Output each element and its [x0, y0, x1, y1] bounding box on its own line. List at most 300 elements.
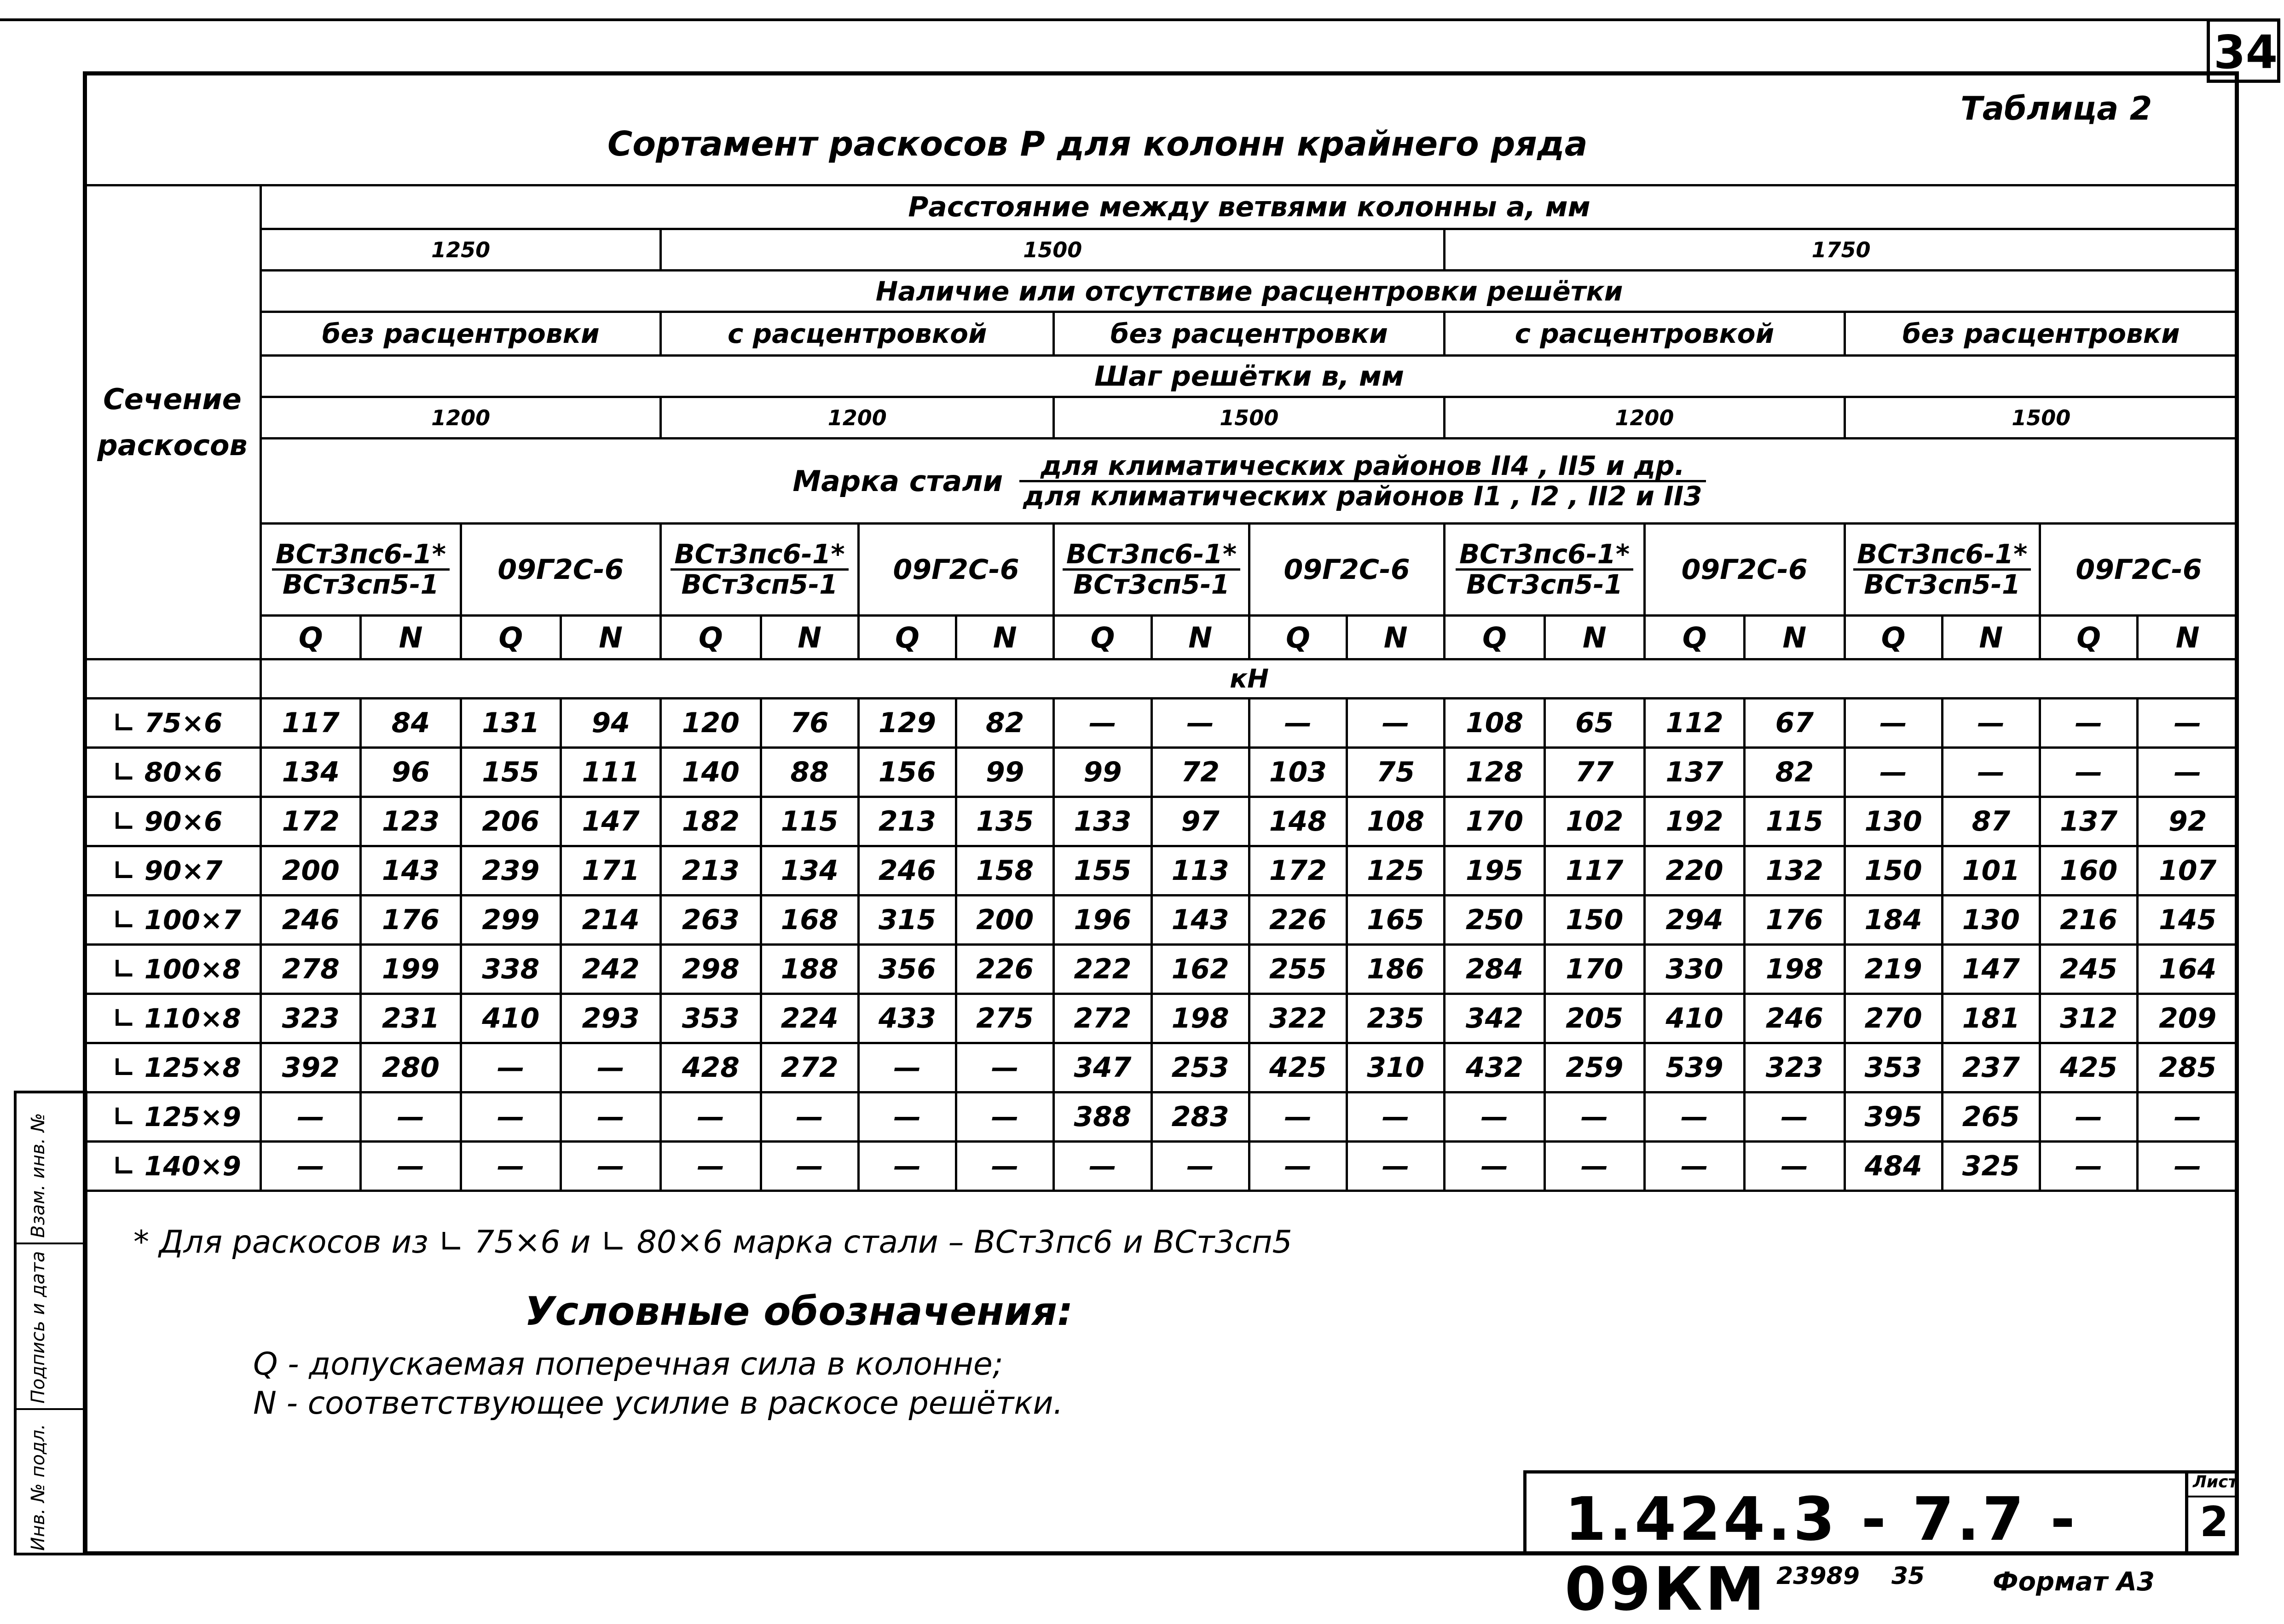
side-label-podpis: Подпись и дата — [28, 1251, 49, 1404]
q-value-cell: — — [1845, 699, 1942, 748]
q-value-cell: — — [461, 1043, 561, 1092]
n-value-cell: — — [1347, 1092, 1445, 1142]
n-value-cell: 259 — [1544, 1043, 1644, 1092]
q-value-cell: 137 — [2040, 797, 2138, 846]
n-value-cell: 325 — [1942, 1142, 2040, 1191]
n-value-cell: — — [361, 1092, 461, 1142]
n-value-cell: 134 — [761, 846, 858, 896]
legend-q: Q - допускаемая поперечная сила в колонне; — [253, 1346, 1003, 1382]
n-value-cell: — — [561, 1043, 660, 1092]
n-value-cell: 164 — [2138, 945, 2238, 994]
steel-grade-top: ВСт3пс6-1* — [272, 540, 450, 571]
steel-grade-bottom: ВСт3сп5-1 — [282, 569, 439, 600]
q-value-cell: 148 — [1249, 797, 1347, 846]
q-label: Q — [661, 616, 761, 659]
sheet-value: 2 — [2200, 1498, 2229, 1546]
q-value-cell: 160 — [2040, 846, 2138, 896]
table-row — [84, 994, 2238, 1043]
footnote: * Для раскосов из ∟ 75×6 и ∟ 80×6 марка стали – ВСт3пс6 и ВСт3сп5 — [133, 1224, 1292, 1260]
n-value-cell: 77 — [1544, 748, 1644, 797]
q-value-cell: — — [1054, 699, 1151, 748]
q-value-cell: 425 — [1249, 1043, 1347, 1092]
q-value-cell: 140 — [661, 748, 761, 797]
q-value-cell: 200 — [261, 846, 361, 896]
q-value-cell: 278 — [261, 945, 361, 994]
q-value-cell: — — [858, 1043, 956, 1092]
q-value-cell: — — [461, 1092, 561, 1142]
steel-header-top: для климатических районов II4 , II5 и др. — [1019, 452, 1706, 482]
q-value-cell: 150 — [1845, 846, 1942, 896]
data-body — [84, 699, 2238, 1191]
q-value-cell: 170 — [1445, 797, 1544, 846]
steel-grade-top: ВСт3пс6-1* — [1063, 540, 1240, 571]
n-label: N — [1942, 616, 2040, 659]
n-label: N — [1745, 616, 1845, 659]
n-label: N — [2138, 616, 2238, 659]
n-value-cell: 130 — [1942, 896, 2040, 945]
n-value-cell: 72 — [1151, 748, 1249, 797]
q-value-cell: 395 — [1845, 1092, 1942, 1142]
q-value-cell: 137 — [1644, 748, 1744, 797]
steel-grade-8: 09Г2С-6 — [1644, 524, 1845, 616]
q-value-cell: 128 — [1445, 748, 1544, 797]
q-value-cell: 433 — [858, 994, 956, 1043]
q-value-cell: 184 — [1845, 896, 1942, 945]
steel-grade-4: 09Г2С-6 — [858, 524, 1054, 616]
n-label: N — [361, 616, 461, 659]
n-value-cell: — — [1942, 699, 2040, 748]
n-value-cell: 310 — [1347, 1043, 1445, 1092]
steel-header — [261, 439, 2238, 524]
n-value-cell: 87 — [1942, 797, 2040, 846]
q-value-cell: 219 — [1845, 945, 1942, 994]
n-value-cell: 117 — [1544, 846, 1644, 896]
q-value-cell: 99 — [1054, 748, 1151, 797]
q-label: Q — [1644, 616, 1744, 659]
assortment-table — [83, 184, 2239, 1192]
steel-grade-fraction — [1853, 540, 2031, 599]
q-value-cell: 410 — [461, 994, 561, 1043]
q-label: Q — [261, 616, 361, 659]
q-value-cell: 131 — [461, 699, 561, 748]
n-value-cell: 101 — [1942, 846, 2040, 896]
n-value-cell: 275 — [956, 994, 1054, 1043]
q-value-cell: 182 — [661, 797, 761, 846]
n-value-cell: — — [561, 1092, 660, 1142]
n-value-cell: 115 — [1745, 797, 1845, 846]
q-value-cell: — — [858, 1142, 956, 1191]
n-value-cell: 97 — [1151, 797, 1249, 846]
n-value-cell: 125 — [1347, 846, 1445, 896]
n-value-cell: 147 — [561, 797, 660, 846]
q-value-cell: 120 — [661, 699, 761, 748]
n-value-cell: 226 — [956, 945, 1054, 994]
n-label: N — [761, 616, 858, 659]
distance-1500: 1500 — [661, 229, 1445, 271]
n-value-cell: — — [956, 1092, 1054, 1142]
bottom-number-1: 23989 — [1776, 1562, 1860, 1590]
n-value-cell: 94 — [561, 699, 660, 748]
q-value-cell: 220 — [1644, 846, 1744, 896]
n-value-cell: — — [761, 1092, 858, 1142]
n-value-cell: — — [1544, 1092, 1644, 1142]
n-value-cell: — — [761, 1142, 858, 1191]
q-value-cell: 353 — [1845, 1043, 1942, 1092]
n-value-cell: — — [361, 1142, 461, 1191]
n-value-cell: 198 — [1745, 945, 1845, 994]
n-value-cell: — — [1151, 699, 1249, 748]
n-value-cell: 150 — [1544, 896, 1644, 945]
q-value-cell: — — [2040, 748, 2138, 797]
n-value-cell: 107 — [2138, 846, 2238, 896]
section-label: ∟ 140×9 — [84, 1142, 261, 1191]
q-value-cell: 410 — [1644, 994, 1744, 1043]
n-value-cell: 224 — [761, 994, 858, 1043]
steel-header-fraction — [1019, 452, 1706, 510]
step-header: Шаг решётки в, мм — [261, 356, 2238, 397]
table-title: Сортамент раскосов Р для колонн крайнего ряда — [607, 124, 1588, 164]
section-label: ∟ 100×8 — [84, 945, 261, 994]
n-value-cell: — — [1347, 1142, 1445, 1191]
q-value-cell: 172 — [261, 797, 361, 846]
q-value-cell: 108 — [1445, 699, 1544, 748]
steel-grade-bottom: ВСт3сп5-1 — [1864, 569, 2021, 600]
steel-grade-2: 09Г2С-6 — [461, 524, 661, 616]
table-row — [84, 896, 2238, 945]
steel-grade-9 — [1845, 524, 2040, 616]
q-value-cell: 539 — [1644, 1043, 1744, 1092]
n-value-cell: 82 — [956, 699, 1054, 748]
n-value-cell: 162 — [1151, 945, 1249, 994]
n-value-cell: 76 — [761, 699, 858, 748]
section-label: ∟ 110×8 — [84, 994, 261, 1043]
n-value-cell: 235 — [1347, 994, 1445, 1043]
n-value-cell: 84 — [361, 699, 461, 748]
step-4: 1200 — [1445, 397, 1845, 439]
sheet-box-divider — [2185, 1496, 2239, 1497]
step-3: 1500 — [1054, 397, 1445, 439]
eccentricity-1: без расцентровки — [261, 312, 661, 356]
steel-grade-10: 09Г2С-6 — [2040, 524, 2238, 616]
qn-label-row — [84, 616, 2238, 659]
steel-grade-5 — [1054, 524, 1249, 616]
q-value-cell: 323 — [261, 994, 361, 1043]
q-value-cell: — — [1054, 1142, 1151, 1191]
steel-grade-row — [84, 524, 2238, 616]
n-value-cell: 272 — [761, 1043, 858, 1092]
q-value-cell: 425 — [2040, 1043, 2138, 1092]
n-label: N — [1151, 616, 1249, 659]
q-value-cell: 196 — [1054, 896, 1151, 945]
q-value-cell: 246 — [858, 846, 956, 896]
n-value-cell: 214 — [561, 896, 660, 945]
n-value-cell: 205 — [1544, 994, 1644, 1043]
n-label: N — [1544, 616, 1644, 659]
eccentricity-5: без расцентровки — [1845, 312, 2238, 356]
n-value-cell: — — [1544, 1142, 1644, 1191]
n-value-cell: 181 — [1942, 994, 2040, 1043]
q-value-cell: 299 — [461, 896, 561, 945]
top-border-line — [0, 18, 2209, 21]
n-value-cell: 285 — [2138, 1043, 2238, 1092]
q-value-cell: 133 — [1054, 797, 1151, 846]
section-label: ∟ 90×6 — [84, 797, 261, 846]
steel-grade-bottom: ВСт3сп5-1 — [1073, 569, 1230, 600]
n-value-cell: 293 — [561, 994, 660, 1043]
q-value-cell: 330 — [1644, 945, 1744, 994]
q-label: Q — [461, 616, 561, 659]
q-value-cell: — — [858, 1092, 956, 1142]
eccentricity-2: с расцентровкой — [661, 312, 1054, 356]
steel-grade-1 — [261, 524, 461, 616]
q-value-cell: 226 — [1249, 896, 1347, 945]
q-value-cell: — — [1644, 1142, 1744, 1191]
q-value-cell: — — [1445, 1092, 1544, 1142]
q-value-cell: — — [2040, 1092, 2138, 1142]
step-2: 1200 — [661, 397, 1054, 439]
q-value-cell: 129 — [858, 699, 956, 748]
n-value-cell: 158 — [956, 846, 1054, 896]
n-value-cell: 96 — [361, 748, 461, 797]
n-value-cell: 108 — [1347, 797, 1445, 846]
n-value-cell: 143 — [361, 846, 461, 896]
n-label: N — [1347, 616, 1445, 659]
q-value-cell: 245 — [2040, 945, 2138, 994]
q-label: Q — [1249, 616, 1347, 659]
q-value-cell: 156 — [858, 748, 956, 797]
q-value-cell: 195 — [1445, 846, 1544, 896]
table-row — [84, 748, 2238, 797]
n-value-cell: — — [561, 1142, 660, 1191]
steel-grade-top: ВСт3пс6-1* — [1853, 540, 2031, 571]
q-value-cell: — — [1249, 1142, 1347, 1191]
q-value-cell: 255 — [1249, 945, 1347, 994]
q-value-cell: 272 — [1054, 994, 1151, 1043]
n-value-cell: 168 — [761, 896, 858, 945]
n-value-cell: — — [1745, 1092, 1845, 1142]
row-header-line1: Сечение — [103, 382, 242, 416]
n-value-cell: 200 — [956, 896, 1054, 945]
n-value-cell: 143 — [1151, 896, 1249, 945]
row-header-cell — [84, 185, 261, 659]
n-value-cell: 135 — [956, 797, 1054, 846]
n-value-cell: 186 — [1347, 945, 1445, 994]
steel-grade-bottom: ВСт3сп5-1 — [681, 569, 838, 600]
q-value-cell: 213 — [661, 846, 761, 896]
n-value-cell: 237 — [1942, 1043, 2040, 1092]
q-value-cell: 294 — [1644, 896, 1744, 945]
n-value-cell: — — [1942, 748, 2040, 797]
n-value-cell: 147 — [1942, 945, 2040, 994]
q-value-cell: — — [1845, 748, 1942, 797]
q-value-cell: 172 — [1249, 846, 1347, 896]
n-value-cell: — — [2138, 1092, 2238, 1142]
q-value-cell: 388 — [1054, 1092, 1151, 1142]
q-value-cell: 312 — [2040, 994, 2138, 1043]
q-value-cell: — — [661, 1092, 761, 1142]
section-label: ∟ 125×9 — [84, 1092, 261, 1142]
section-label: ∟ 125×8 — [84, 1043, 261, 1092]
q-value-cell: — — [1249, 699, 1347, 748]
n-value-cell: 145 — [2138, 896, 2238, 945]
steel-grade-3 — [661, 524, 859, 616]
table-row — [84, 945, 2238, 994]
steel-grade-fraction — [1063, 540, 1240, 599]
steel-grade-top: ВСт3пс6-1* — [1456, 540, 1633, 571]
n-value-cell: 132 — [1745, 846, 1845, 896]
section-label: ∟ 90×7 — [84, 846, 261, 896]
n-value-cell: 231 — [361, 994, 461, 1043]
n-label: N — [956, 616, 1054, 659]
q-value-cell: 250 — [1445, 896, 1544, 945]
q-value-cell: 213 — [858, 797, 956, 846]
q-value-cell: 338 — [461, 945, 561, 994]
q-value-cell: 392 — [261, 1043, 361, 1092]
q-value-cell: 239 — [461, 846, 561, 896]
step-5: 1500 — [1845, 397, 2238, 439]
steel-header-bottom: для климатических районов I1 , I2 , II2 и II3 — [1023, 480, 1702, 512]
steel-grade-top: ВСт3пс6-1* — [671, 540, 848, 571]
distance-header: Расстояние между ветвями колонны а, мм — [261, 185, 2238, 229]
n-value-cell: 82 — [1745, 748, 1845, 797]
n-label: N — [561, 616, 660, 659]
n-value-cell: 75 — [1347, 748, 1445, 797]
q-value-cell: 222 — [1054, 945, 1151, 994]
n-value-cell: 280 — [361, 1043, 461, 1092]
section-label: ∟ 80×6 — [84, 748, 261, 797]
q-value-cell: 206 — [461, 797, 561, 846]
n-value-cell: 246 — [1745, 994, 1845, 1043]
distance-1250: 1250 — [261, 229, 661, 271]
distance-1750: 1750 — [1445, 229, 2238, 271]
n-value-cell: 253 — [1151, 1043, 1249, 1092]
q-value-cell: — — [1445, 1142, 1544, 1191]
q-value-cell: 322 — [1249, 994, 1347, 1043]
q-value-cell: — — [261, 1142, 361, 1191]
stamp-divider-1 — [14, 1243, 87, 1244]
n-value-cell: — — [2138, 748, 2238, 797]
q-value-cell: 432 — [1445, 1043, 1544, 1092]
n-value-cell: 65 — [1544, 699, 1644, 748]
q-value-cell: — — [1644, 1092, 1744, 1142]
n-value-cell: 111 — [561, 748, 660, 797]
steel-grade-7 — [1445, 524, 1645, 616]
q-label: Q — [1445, 616, 1544, 659]
table-row — [84, 1142, 2238, 1191]
q-value-cell: — — [1249, 1092, 1347, 1142]
q-value-cell: — — [261, 1092, 361, 1142]
side-label-inv: Инв. № подл. — [28, 1424, 49, 1551]
legend-n: N - соответствующее усилие в раскосе решётки. — [253, 1385, 1064, 1422]
n-value-cell: — — [1347, 699, 1445, 748]
q-value-cell: 155 — [1054, 846, 1151, 896]
n-value-cell: 323 — [1745, 1043, 1845, 1092]
n-value-cell: 176 — [361, 896, 461, 945]
section-label: ∟ 75×6 — [84, 699, 261, 748]
q-value-cell: 342 — [1445, 994, 1544, 1043]
n-value-cell: — — [2138, 1142, 2238, 1191]
n-value-cell: 242 — [561, 945, 660, 994]
left-stamp-strip — [14, 1091, 87, 1555]
n-value-cell: — — [2138, 699, 2238, 748]
steel-header-label: Марка стали — [792, 464, 1003, 498]
n-value-cell: 283 — [1151, 1092, 1249, 1142]
row-header-line2: раскосов — [97, 428, 248, 462]
n-value-cell: 99 — [956, 748, 1054, 797]
q-value-cell: 428 — [661, 1043, 761, 1092]
n-value-cell: 171 — [561, 846, 660, 896]
n-value-cell: 102 — [1544, 797, 1644, 846]
q-value-cell: 216 — [2040, 896, 2138, 945]
step-1: 1200 — [261, 397, 661, 439]
table-row — [84, 846, 2238, 896]
q-label: Q — [1845, 616, 1942, 659]
stamp-divider-2 — [14, 1408, 87, 1410]
q-value-cell: 315 — [858, 896, 956, 945]
table-row — [84, 1043, 2238, 1092]
q-value-cell: 347 — [1054, 1043, 1151, 1092]
table-row — [84, 699, 2238, 748]
q-value-cell: 353 — [661, 994, 761, 1043]
steel-grade-fraction — [1456, 540, 1633, 599]
sheet-label: Лист — [2193, 1473, 2238, 1491]
table-row — [84, 1092, 2238, 1142]
eccentricity-4: с расцентровкой — [1445, 312, 1845, 356]
n-value-cell: 176 — [1745, 896, 1845, 945]
q-value-cell: 263 — [661, 896, 761, 945]
q-value-cell: 103 — [1249, 748, 1347, 797]
section-label: ∟ 100×7 — [84, 896, 261, 945]
q-value-cell: 284 — [1445, 945, 1544, 994]
q-label: Q — [858, 616, 956, 659]
document-code: 1.424.3 - 7.7 - 09КМ — [1565, 1484, 2078, 1624]
q-value-cell: 155 — [461, 748, 561, 797]
legend-title: Условные обозначения: — [525, 1289, 1073, 1335]
q-label: Q — [1054, 616, 1151, 659]
eccentricity-header: Наличие или отсутствие расцентровки решётки — [261, 271, 2238, 312]
eccentricity-3: без расцентровки — [1054, 312, 1445, 356]
table-label: Таблица 2 — [1960, 90, 2152, 127]
n-value-cell: 209 — [2138, 994, 2238, 1043]
q-value-cell: — — [2040, 1142, 2138, 1191]
q-value-cell: 298 — [661, 945, 761, 994]
top-sheet-number: 34 — [2214, 25, 2278, 79]
steel-grade-6: 09Г2С-6 — [1249, 524, 1445, 616]
n-value-cell: — — [956, 1043, 1054, 1092]
n-value-cell: 67 — [1745, 699, 1845, 748]
q-value-cell: 356 — [858, 945, 956, 994]
n-value-cell: 115 — [761, 797, 858, 846]
q-value-cell: — — [661, 1142, 761, 1191]
q-value-cell: — — [2040, 699, 2138, 748]
n-value-cell: — — [1745, 1142, 1845, 1191]
q-value-cell: 134 — [261, 748, 361, 797]
q-label: Q — [2040, 616, 2138, 659]
steel-grade-bottom: ВСт3сп5-1 — [1466, 569, 1623, 600]
table-row — [84, 797, 2238, 846]
unit-row-blank — [84, 659, 261, 699]
q-value-cell: 192 — [1644, 797, 1744, 846]
n-value-cell: 265 — [1942, 1092, 2040, 1142]
n-value-cell: 165 — [1347, 896, 1445, 945]
q-value-cell: 117 — [261, 699, 361, 748]
q-value-cell: 246 — [261, 896, 361, 945]
q-value-cell: 112 — [1644, 699, 1744, 748]
n-value-cell: 123 — [361, 797, 461, 846]
q-value-cell: 130 — [1845, 797, 1942, 846]
steel-grade-fraction — [272, 540, 450, 599]
q-value-cell: 270 — [1845, 994, 1942, 1043]
